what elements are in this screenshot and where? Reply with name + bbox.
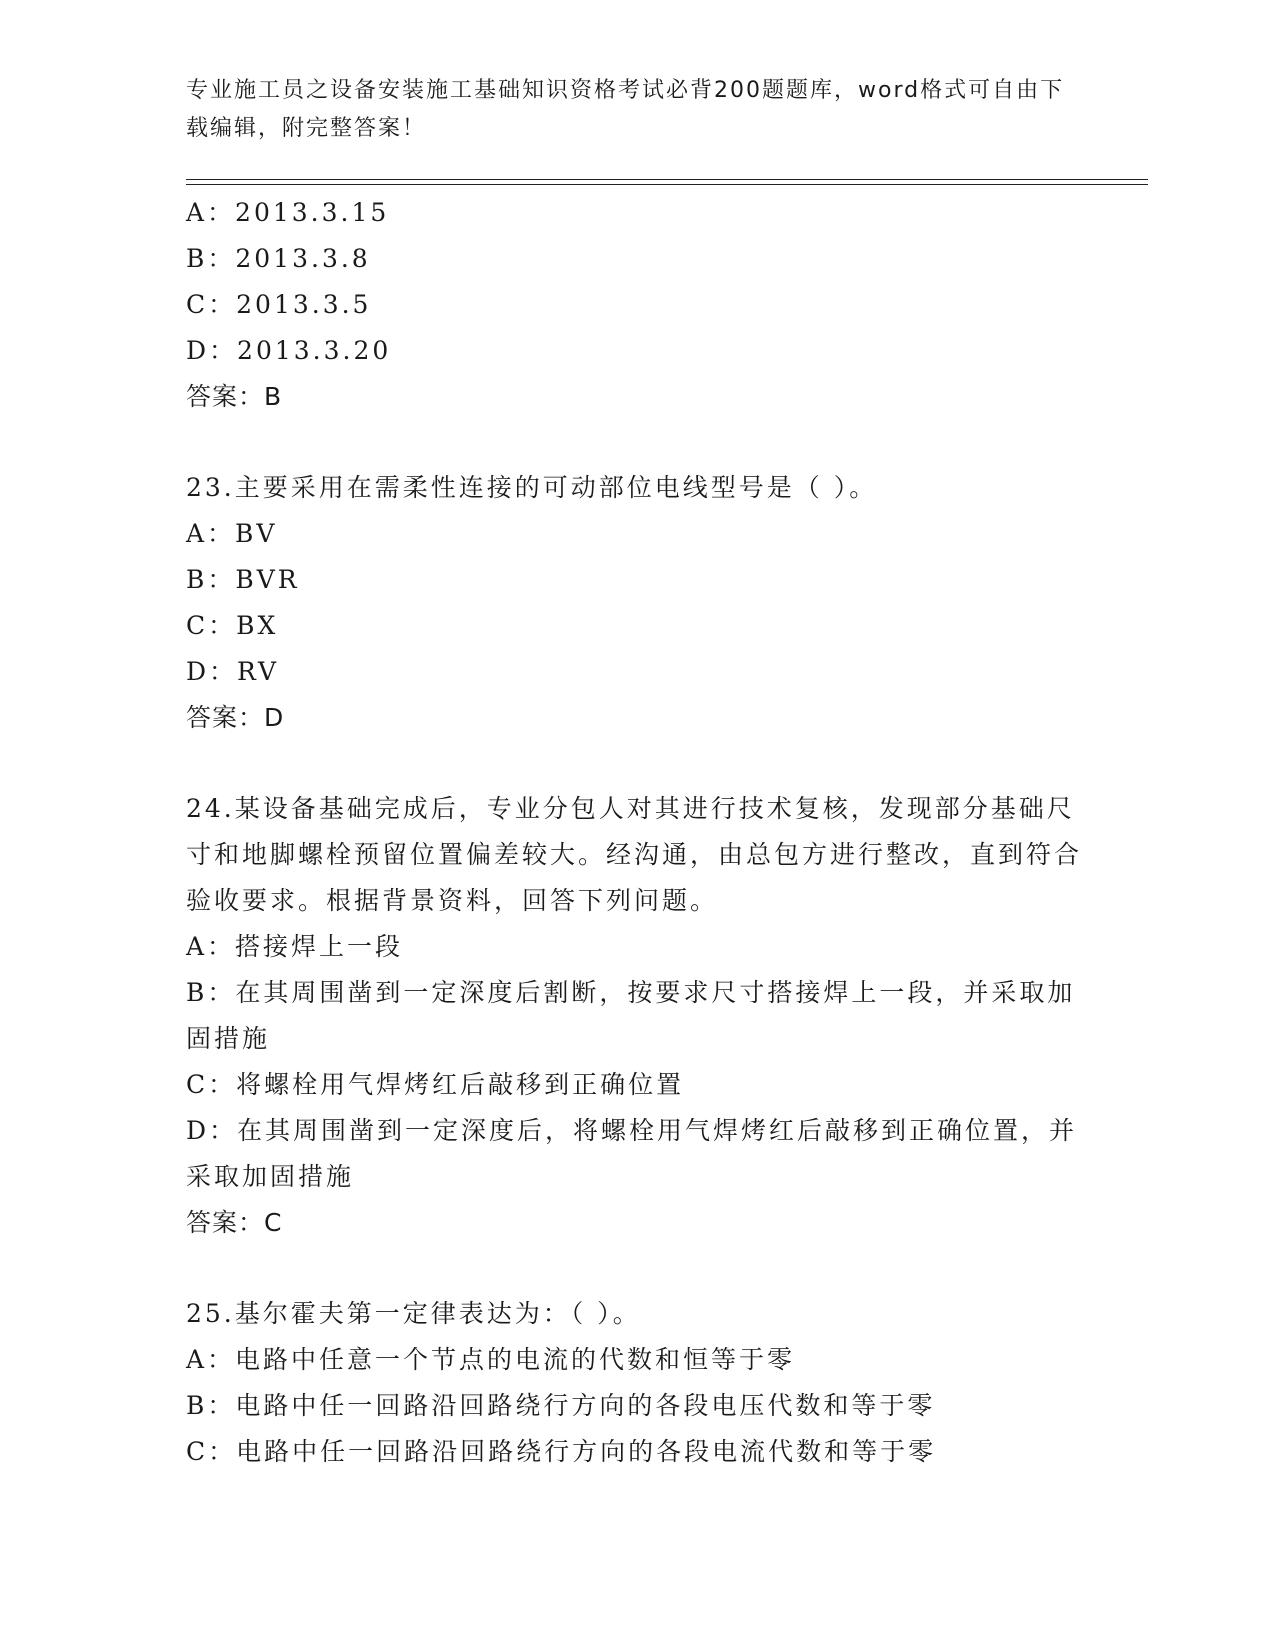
option-c: C：BX xyxy=(186,611,279,640)
document-body xyxy=(186,190,1086,1475)
option-b: B：电路中任一回路沿回路绕行方向的各段电压代数和等于零 xyxy=(186,1391,936,1420)
option-b: B：BVR xyxy=(186,565,300,594)
question-stem: 25.基尔霍夫第一定律表达为：（ ）。 xyxy=(186,1299,641,1328)
option-c: C：电路中任一回路沿回路绕行方向的各段电流代数和等于零 xyxy=(186,1437,937,1466)
option-a: A：BV xyxy=(186,519,278,548)
answer: 答案：B xyxy=(186,382,283,411)
question-stem: 24.某设备基础完成后，专业分包人对其进行技术复核，发现部分基础尺寸和地脚螺栓预留位置偏差较大。经沟通，由总包方进行整改，直到符合验收要求。根据背景资料，回答下列问题。 xyxy=(186,794,1083,915)
page-header: 专业施工员之设备安装施工基础知识资格考试必背200题题库，word格式可自由下载编辑，附完整答案！ xyxy=(186,78,1065,141)
question-stem: 23.主要采用在需柔性连接的可动部位电线型号是（ ）。 xyxy=(186,473,878,502)
option-d: D：在其周围凿到一定深度后，将螺栓用气焊烤红后敲移到正确位置，并采取加固措施 xyxy=(186,1116,1078,1191)
option-c: C：2013.3.5 xyxy=(186,290,372,319)
header-rule xyxy=(186,179,1148,180)
option-a: A：搭接焊上一段 xyxy=(186,932,404,961)
option-b: B：2013.3.8 xyxy=(186,244,371,273)
option-c: C：将螺栓用气焊烤红后敲移到正确位置 xyxy=(186,1070,685,1099)
header-rule-second xyxy=(186,184,1148,185)
option-d: D：2013.3.20 xyxy=(186,336,392,365)
answer: 答案：D xyxy=(186,703,285,732)
question-22-partial xyxy=(186,190,1086,420)
answer: 答案：C xyxy=(186,1208,283,1237)
question-25 xyxy=(186,1291,1086,1475)
option-b: B：在其周围凿到一定深度后割断，按要求尺寸搭接焊上一段，并采取加固措施 xyxy=(186,978,1076,1053)
option-a: A：2013.3.15 xyxy=(186,198,390,227)
question-24 xyxy=(186,786,1086,1246)
option-a: A：电路中任意一个节点的电流的代数和恒等于零 xyxy=(186,1345,796,1374)
question-23 xyxy=(186,465,1086,741)
option-d: D：RV xyxy=(186,657,280,686)
